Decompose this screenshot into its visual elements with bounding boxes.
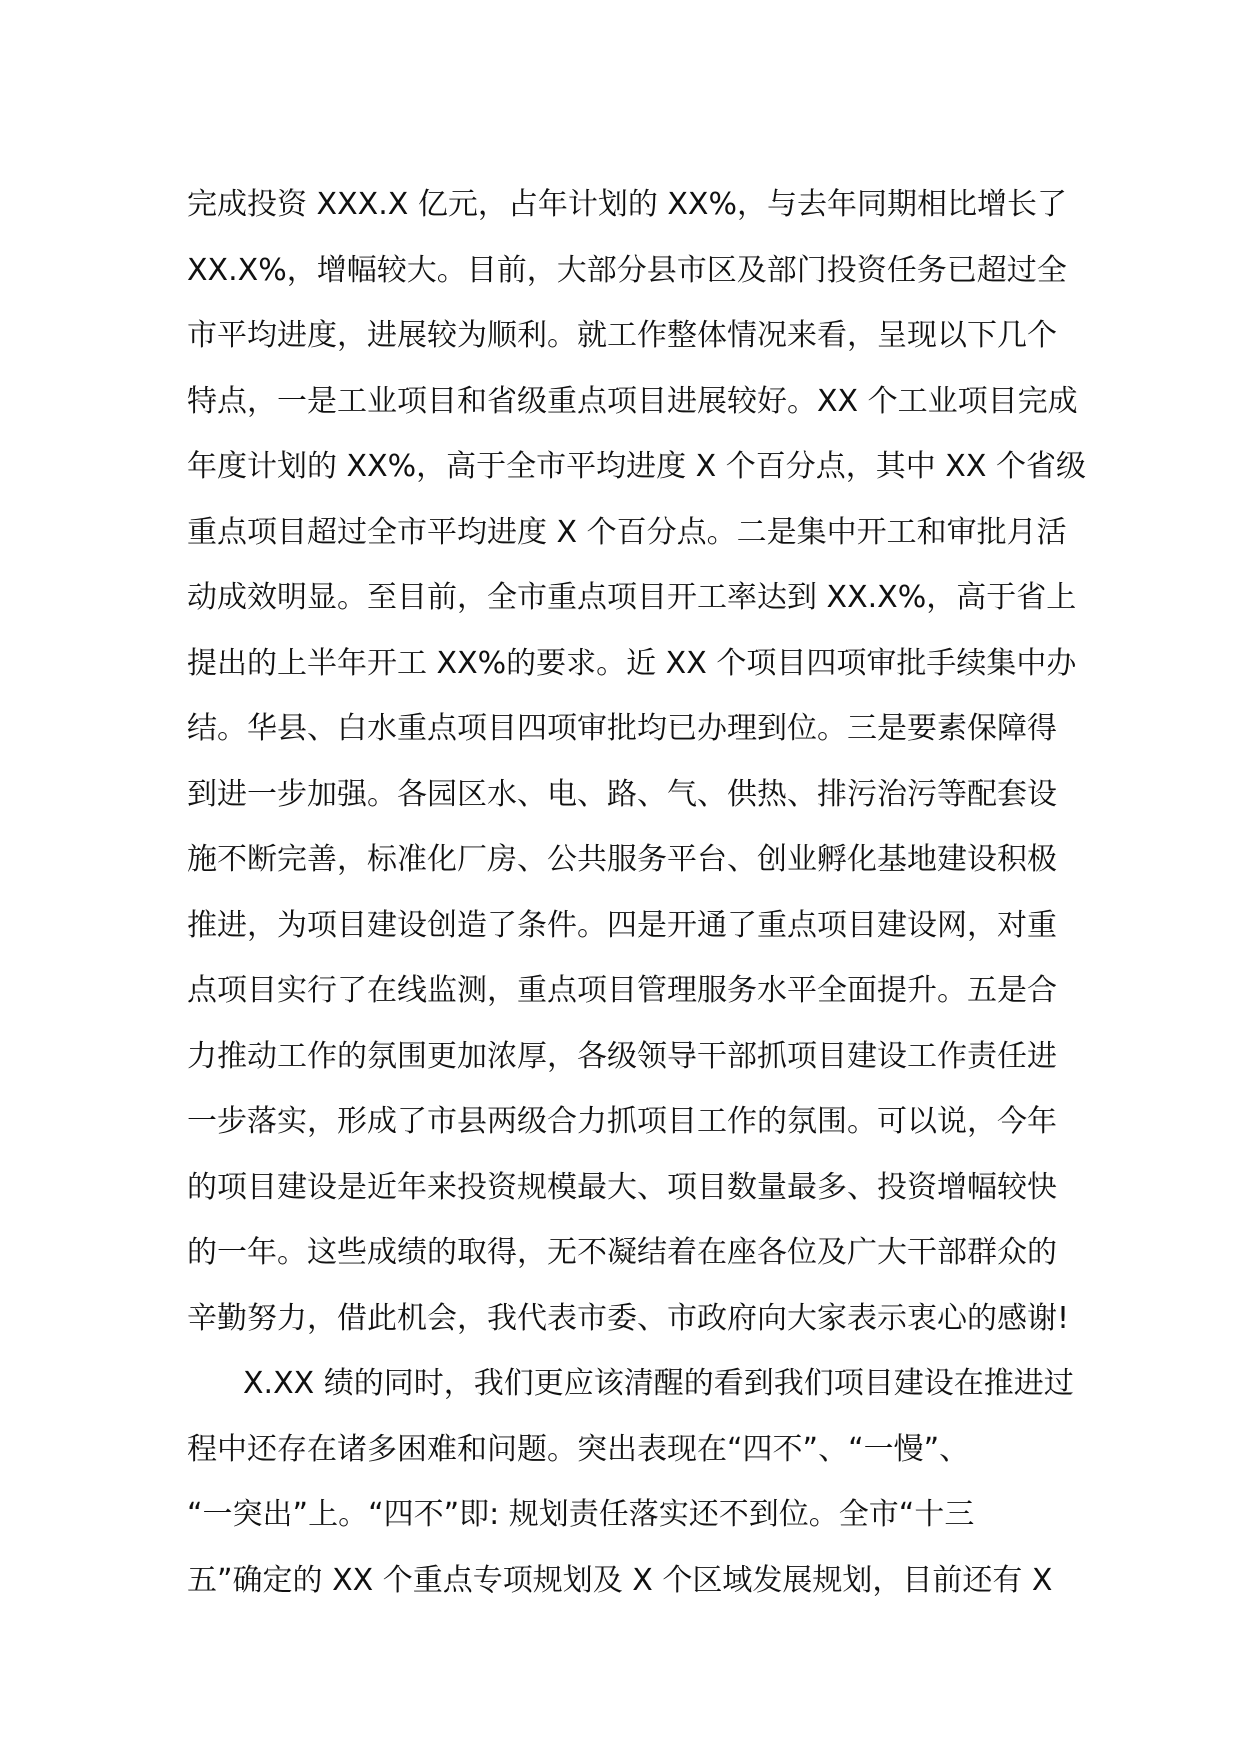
text-line: 特点，一是工业项目和省级重点项目进展较好。XX 个工业项目完成 <box>187 383 1078 419</box>
text-line: “一突出”上。“四不”即: 规划责任落实还不到位。全市“十三 <box>187 1497 975 1532</box>
text-line: 年度计划的 XX%，高于全市平均进度 X 个百分点，其中 XX 个省级 <box>187 449 1086 484</box>
paragraph-1 <box>187 172 1086 1351</box>
text-line: 一步落实，形成了市县两级合力抓项目工作的氛围。可以说，今年 <box>187 1104 1057 1139</box>
text-line: 市平均进度，进展较为顺利。就工作整体情况来看，呈现以下几个 <box>187 318 1057 353</box>
text-line: 的一年。这些成绩的取得，无不凝结着在座各位及广大干部群众的 <box>187 1235 1057 1270</box>
text-line: 施不断完善，标准化厂房、公共服务平台、创业孵化基地建设积极 <box>187 842 1057 877</box>
body-text <box>187 172 1086 1613</box>
text-line: 力推动工作的氛围更加浓厚，各级领导干部抓项目建设工作责任进 <box>187 1038 1057 1074</box>
text-line: XX.X%，增幅较大。目前，大部分县市区及部门投资任务已超过全 <box>187 252 1067 288</box>
text-line: 程中还存在诸多困难和问题。突出表现在“四不”、“一慢”、 <box>187 1431 970 1467</box>
text-line: 提出的上半年开工 XX%的要求。近 XX 个项目四项审批手续集中办 <box>187 645 1077 681</box>
text-line: 重点项目超过全市平均进度 X 个百分点。二是集中开工和审批月活 <box>187 514 1067 550</box>
text-line: 的项目建设是近年来投资规模最大、项目数量最多、投资增幅较快 <box>187 1169 1057 1205</box>
text-line: X.XX 绩的同时，我们更应该清醒的看到我们项目建设在推进过 <box>243 1366 1074 1401</box>
text-line: 完成投资 XXX.X 亿元，占年计划的 XX%，与去年同期相比增长了 <box>187 187 1067 222</box>
text-line: 推进，为项目建设创造了条件。四是开通了重点项目建设网，对重 <box>187 907 1057 943</box>
text-line: 到进一步加强。各园区水、电、路、气、供热、排污治污等配套设 <box>187 776 1057 812</box>
text-line: 结。华县、白水重点项目四项审批均已办理到位。三是要素保障得 <box>187 711 1057 746</box>
paragraph-2 <box>187 1351 1074 1613</box>
text-line: 辛勤努力，借此机会，我代表市委、市政府向大家表示衷心的感谢! <box>187 1300 1070 1336</box>
text-line: 点项目实行了在线监测，重点项目管理服务水平全面提升。五是合 <box>187 973 1057 1008</box>
text-line: 五”确定的 XX 个重点专项规划及 X 个区域发展规划，目前还有 X <box>187 1562 1053 1598</box>
text-line: 动成效明显。至目前，全市重点项目开工率达到 XX.X%，高于省上 <box>187 580 1077 615</box>
